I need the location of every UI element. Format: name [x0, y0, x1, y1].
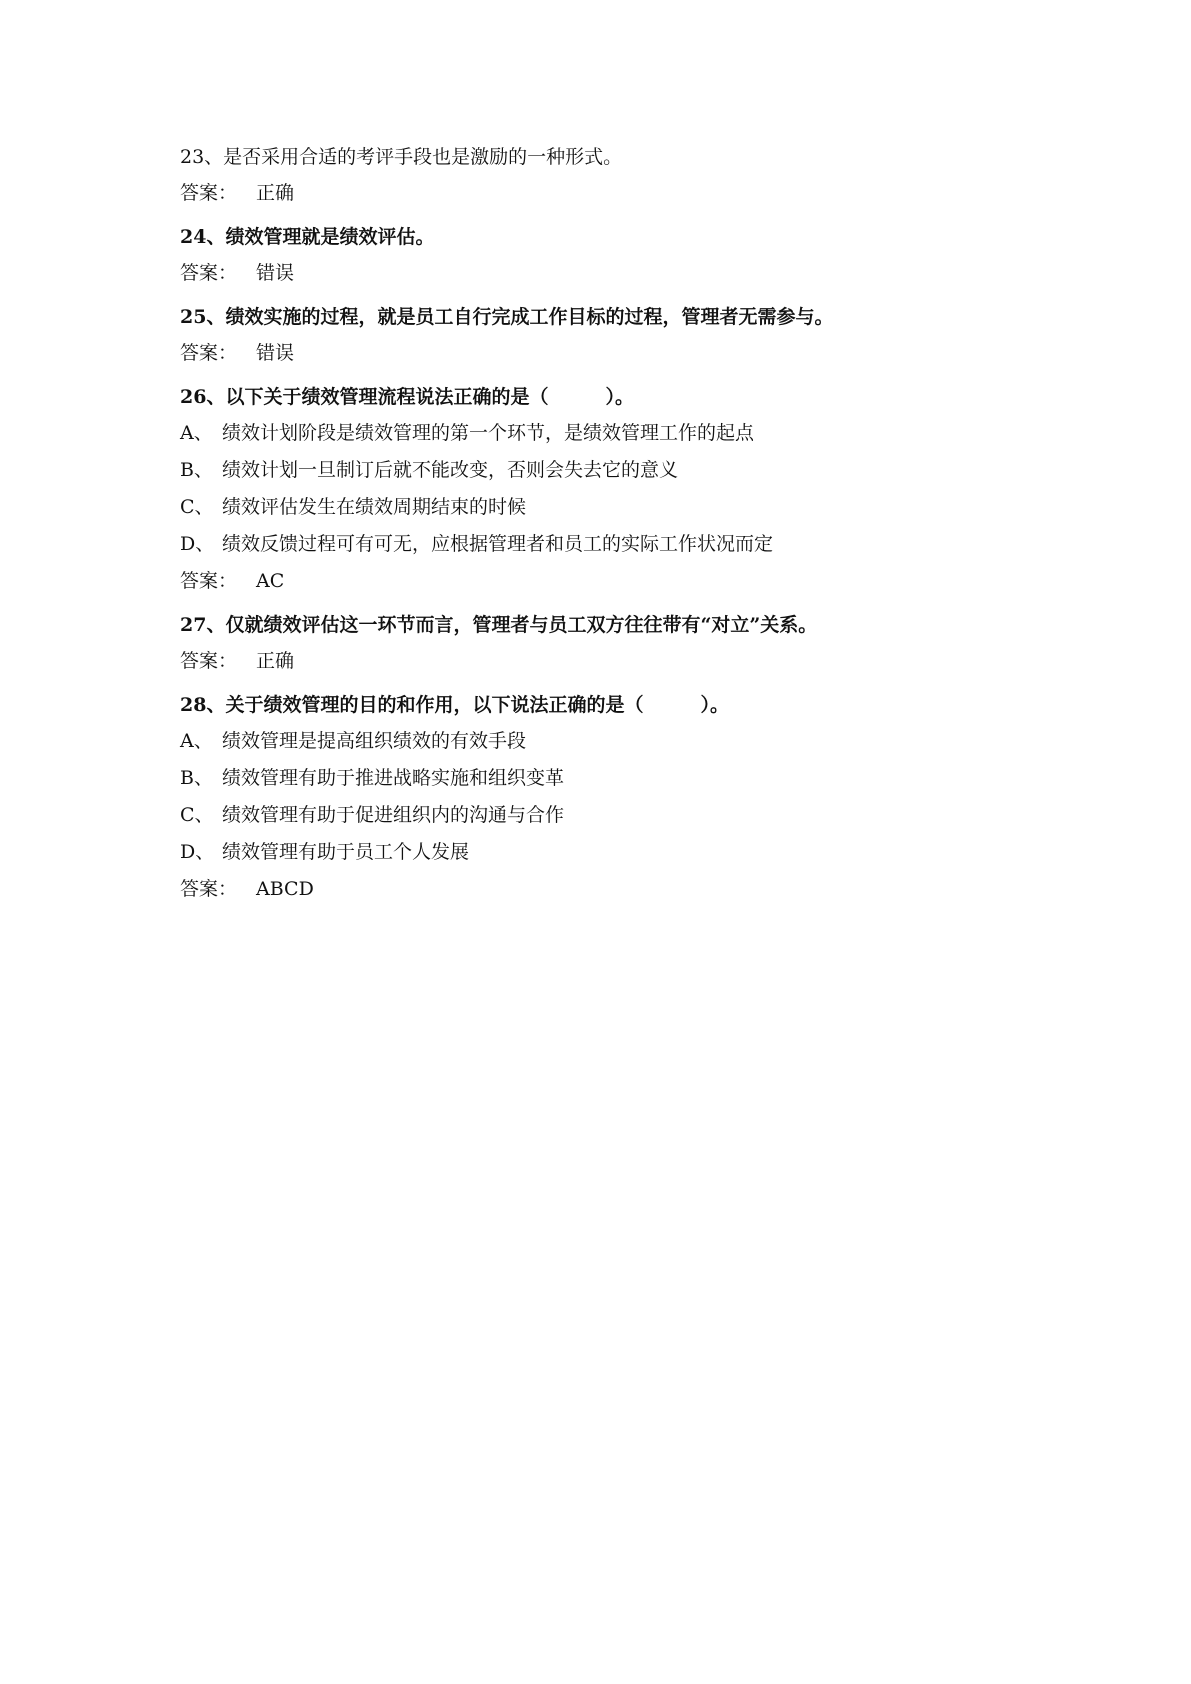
answer-25 [180, 341, 1040, 365]
answer-label: 答案： [180, 182, 238, 204]
answer-28 [180, 877, 1040, 901]
answer-label: 答案： [180, 570, 238, 592]
question-27: 27、仅就绩效评估这一环节而言，管理者与员工双方往往带有“对立”关系。 [180, 614, 818, 636]
answer-value: AC [256, 570, 285, 592]
option-26-d [180, 532, 1040, 556]
question-28: 28、关于绩效管理的目的和作用，以下说法正确的是（ ）。 [180, 694, 729, 716]
option-text: 绩效计划一旦制订后就不能改变，否则会失去它的意义 [222, 459, 679, 481]
option-28-d [180, 840, 1040, 864]
question-23: 23、是否采用合适的考评手段也是激励的一种形式。 [180, 146, 623, 168]
question-26: 26、以下关于绩效管理流程说法正确的是（ ）。 [180, 386, 634, 408]
option-letter: B、 [180, 459, 213, 481]
option-26-a [180, 421, 1040, 445]
answer-value: ABCD [256, 878, 314, 900]
option-text: 绩效反馈过程可有可无，应根据管理者和员工的实际工作状况而定 [222, 533, 774, 555]
answer-label: 答案： [180, 262, 238, 284]
option-28-a [180, 729, 1040, 753]
answer-value: 正确 [256, 182, 295, 204]
question-25: 25、绩效实施的过程，就是员工自行完成工作目标的过程，管理者无需参与。 [180, 306, 834, 328]
option-text: 绩效评估发生在绩效周期结束的时候 [222, 496, 527, 518]
option-text: 绩效计划阶段是绩效管理的第一个环节，是绩效管理工作的起点 [222, 422, 755, 444]
option-text: 绩效管理有助于促进组织内的沟通与合作 [222, 804, 565, 826]
option-letter: D、 [180, 533, 215, 555]
option-letter: A、 [180, 730, 213, 752]
option-text: 绩效管理是提高组织绩效的有效手段 [222, 730, 527, 752]
answer-value: 错误 [256, 262, 295, 284]
option-28-b [180, 766, 1040, 790]
answer-27 [180, 649, 1040, 673]
answer-value: 错误 [256, 342, 295, 364]
option-26-c [180, 495, 1040, 519]
option-letter: C、 [180, 496, 214, 518]
option-letter: C、 [180, 804, 214, 826]
answer-label: 答案： [180, 342, 238, 364]
option-text: 绩效管理有助于员工个人发展 [222, 841, 470, 863]
answer-label: 答案： [180, 878, 238, 900]
option-letter: D、 [180, 841, 215, 863]
document-page [180, 145, 1040, 921]
option-letter: A、 [180, 422, 213, 444]
answer-24 [180, 261, 1040, 285]
question-24: 24、绩效管理就是绩效评估。 [180, 226, 435, 248]
option-text: 绩效管理有助于推进战略实施和组织变革 [222, 767, 565, 789]
option-26-b [180, 458, 1040, 482]
option-28-c [180, 803, 1040, 827]
answer-label: 答案： [180, 650, 238, 672]
option-letter: B、 [180, 767, 213, 789]
answer-23 [180, 181, 1040, 205]
answer-26 [180, 569, 1040, 593]
answer-value: 正确 [256, 650, 295, 672]
